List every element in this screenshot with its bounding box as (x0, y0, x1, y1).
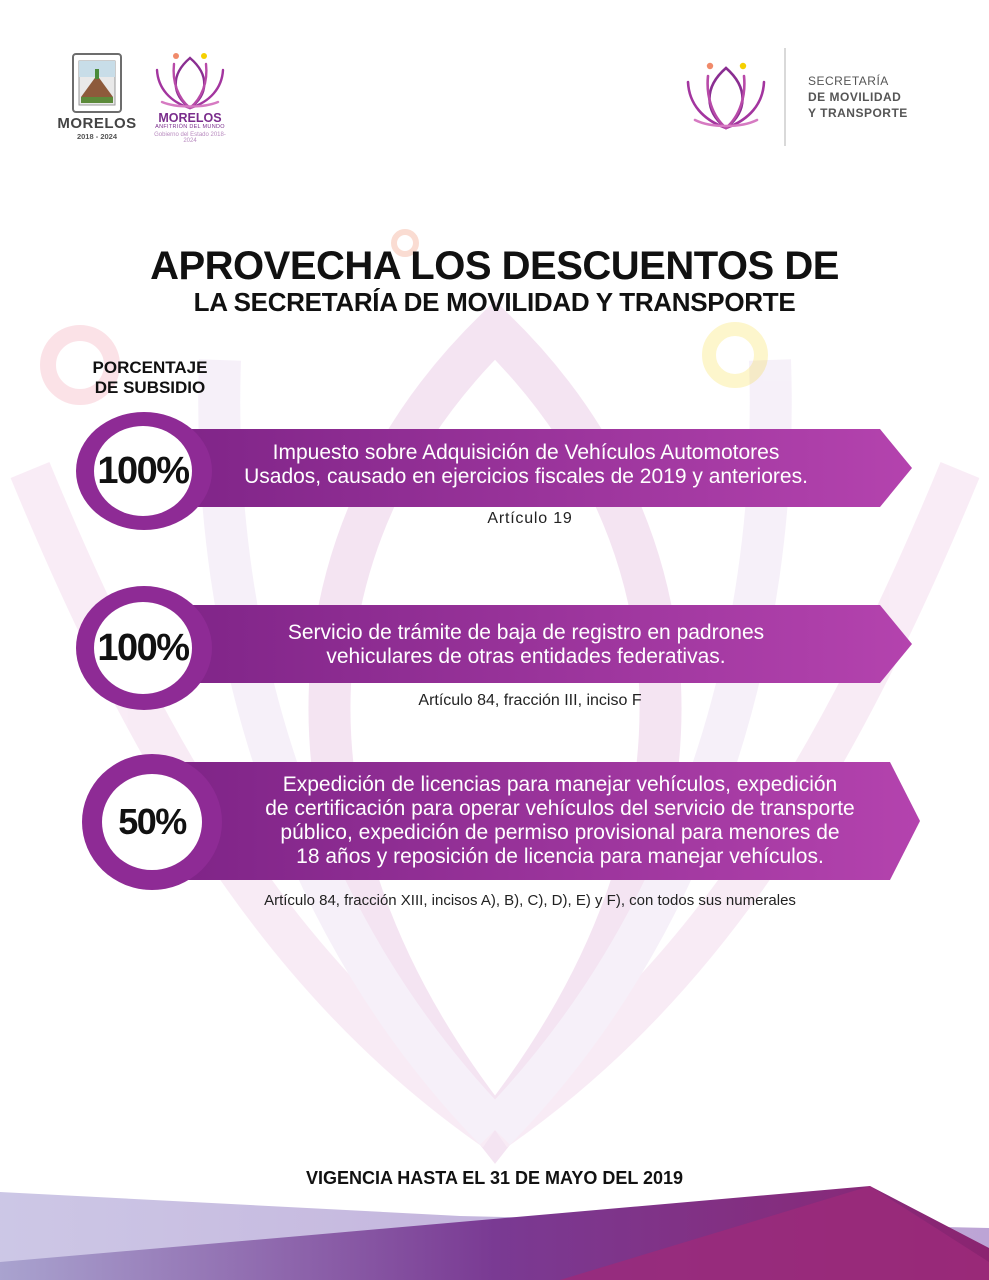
discount-description-line: 18 años y reposición de licencia para manejar vehículos. (296, 845, 824, 868)
government-logo-tagline: ANFITRIÓN DEL MUNDO (155, 124, 225, 130)
discount-percent: 100% (94, 602, 192, 694)
government-logo-subline: Gobierno del Estado 2018-2024 (154, 132, 226, 144)
discount-description (210, 773, 910, 869)
lotus-icon (152, 50, 228, 112)
discount-percent-circle-3 (82, 754, 222, 890)
page-subtitle: LA SECRETARÍA DE MOVILIDAD Y TRANSPORTE (193, 287, 796, 317)
discount-description (140, 621, 912, 669)
discount-banner-2 (140, 605, 912, 683)
discount-description (140, 441, 912, 489)
discount-article: Artículo 19 (487, 510, 573, 527)
discount-description-line: vehiculares de otras entidades federativas. (326, 645, 726, 668)
discount-banner-3 (150, 762, 920, 880)
subsidy-label-line1: PORCENTAJE (92, 358, 208, 377)
subsidy-percentage-label (80, 358, 220, 398)
validity-note: VIGENCIA HASTA EL 31 DE MAYO DEL 2019 (305, 1168, 684, 1188)
page-title: APROVECHA LOS DESCUENTOS DE (150, 244, 839, 288)
state-logo-label: MORELOS (57, 115, 137, 132)
subsidy-label-line2: DE SUBSIDIO (94, 378, 206, 397)
discount-percent-circle-1 (76, 412, 212, 530)
discount-banner-1 (140, 429, 912, 507)
discount-percent: 50% (102, 774, 202, 870)
discount-description-line: público, expedición de permiso provisional para menores de (280, 821, 840, 844)
discount-description-line: Usados, causado en ejercicios fiscales de 2019 y anteriores. (244, 465, 808, 488)
discount-description-line: Expedición de licencias para manejar vehículos, expedición (282, 773, 838, 796)
state-logo-years: 2018 - 2024 (76, 132, 118, 141)
discount-percent-circle-2 (76, 586, 212, 710)
government-logo-name: MORELOS (158, 111, 222, 125)
discount-description-line: Impuesto sobre Adquisición de Vehículos Automotores (272, 441, 780, 464)
secretariat-logo-line2: DE MOVILIDAD (808, 90, 902, 104)
discount-article: Artículo 84, fracción XIII, incisos A), B), C), D), E) y F), con todos sus numerales (264, 892, 796, 909)
state-coat-of-arms-icon (72, 53, 122, 113)
discount-description-line: Servicio de trámite de baja de registro en padrones (287, 621, 765, 644)
secretariat-logo-line1: SECRETARÍA (808, 74, 889, 88)
discount-article: Artículo 84, fracción III, inciso F (418, 692, 642, 709)
secretariat-logo-line3: Y TRANSPORTE (808, 106, 908, 120)
discount-percent: 100% (94, 426, 192, 516)
lotus-icon (683, 60, 769, 132)
logo-divider (784, 48, 786, 146)
discount-description-line: de certificación para operar vehículos del servicio de transporte (265, 797, 855, 820)
